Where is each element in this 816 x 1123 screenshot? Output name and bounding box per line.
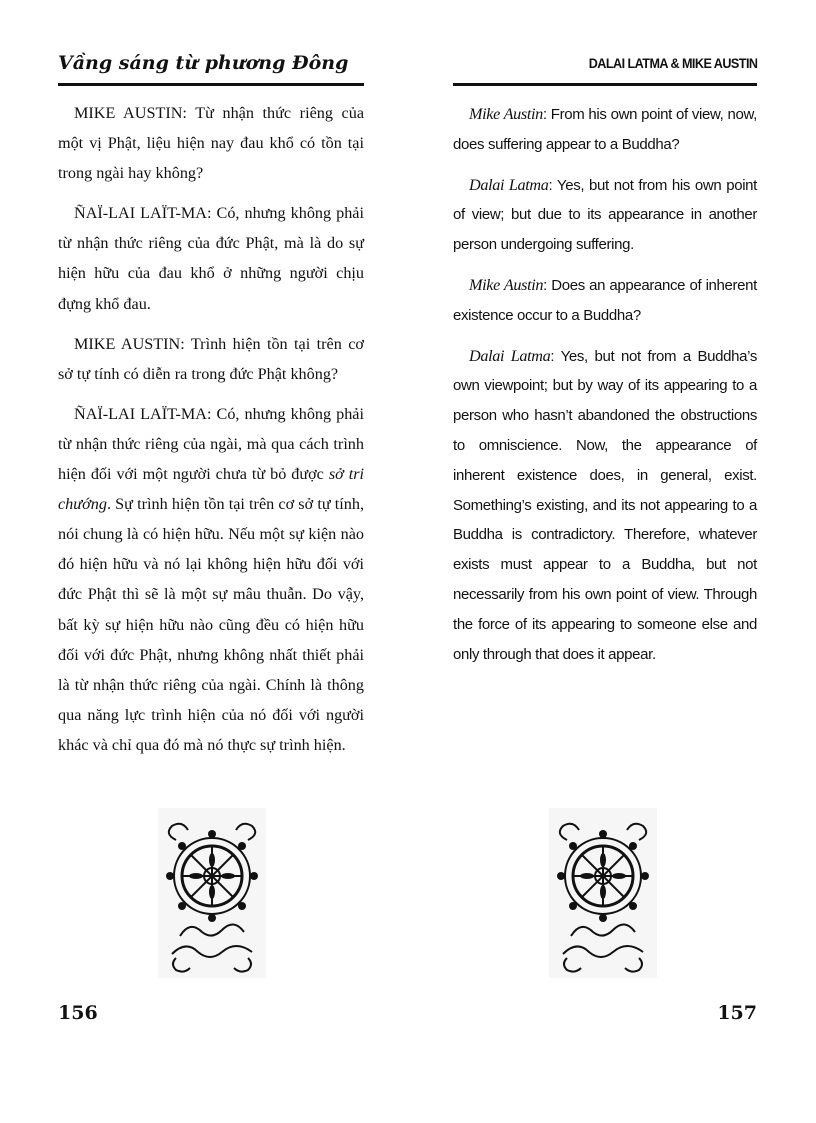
paragraph-text: Có, nhưng không phải từ nhận thức riêng của ngài, mà qua cách trình hiện đối với một người chưa từ bỏ được [58,404,364,484]
paragraph [58,329,364,389]
paragraph [453,100,757,160]
page-number: 157 [717,1002,757,1024]
dharma-wheel-icon [549,808,657,978]
emphasized-term: sở tri chướng [58,465,365,514]
paragraph-text: : From his own point of view, now, does suffering appear to a Buddha? [453,106,757,153]
dharma-wheel-graphic [549,808,657,978]
vietnamese-text [58,98,364,770]
page-number: 156 [58,1002,98,1024]
speaker-name: Dalai Latma [469,346,551,365]
paragraph [453,342,757,670]
speaker-name: Mike Austin [469,275,544,294]
paragraph [453,171,757,260]
dharma-wheel-graphic [158,808,266,978]
paragraph-text: : Yes, but not from his own point of view; but due to its appearance in another person undergoing suffering. [453,176,757,254]
speaker-name: Mike Austin [469,105,543,123]
paragraph [453,271,757,331]
running-header-authors: DALAI LATMA & MIKE AUSTIN [588,55,757,71]
paragraph-text: . Sự trình hiện tồn tại trên cơ sở tự tính, nói chung là có hiện hữu. Nếu một sự kiện nào đó hiện hữu và nó lại không hiện hữu đối với đức Phật thì sẽ là một sự mâu thuẫn. Do vậy, bất kỳ sự hiện hữu nào cũng đều có hiện hữu đối với đức Phật, nhưng không nhất thiết phải là từ nhận thức riêng của ngài. Chính là thông qua năng lực trình hiện của nó đối với người khác và chỉ qua đó mà nó thực sự trình hiện. [58,495,364,754]
speaker-name: MIKE AUSTIN: [74,104,187,122]
header-rule [58,83,364,86]
paragraph-text: : Does an appearance of inherent existence occur to a Buddha? [453,276,757,324]
right-page [453,0,757,1060]
english-text [453,100,757,680]
paragraph-text: Trình hiện tồn tại trên cơ sở tự tính có diễn ra trong đức Phật không? [58,334,364,383]
paragraph-text: Từ nhận thức riêng của một vị Phật, liệu hiện nay đau khổ có tồn tại trong ngài hay không? [58,104,364,183]
speaker-name: Dalai Latma [469,175,549,194]
speaker-name: MIKE AUSTIN: [74,334,185,353]
running-header-title: Vầng sáng từ phương Đông [58,52,349,74]
paragraph [58,98,364,188]
paragraph [58,198,364,318]
speaker-name: ÑAÏ-LAI LAÏT-MA: [74,204,212,223]
left-page [58,0,364,1060]
paragraph-text: Có, nhưng không phải từ nhận thức riêng của đức Phật, mà là do sự hiện hữu của đau khổ ở những người chịu đựng khổ đau. [58,204,364,313]
paragraph-text: : Yes, but not from a Buddha’s own viewpoint; but by way of its appearing to a person who hasn’t abandoned the obstructions to omniscience. Now, the appearance of inherent existence does, in general, exist. Something’s existing, and its not appearing to a Buddha is contradictory. Therefore, whatever exists must appear to a Buddha, but not necessarily from his own point of view. Through the force of its appearing to someone else and only through that does it appear. [453,347,757,663]
speaker-name: ÑAÏ-LAI LAÏT-MA: [74,404,212,423]
header-rule [453,83,757,86]
paragraph [58,399,364,760]
dharma-wheel-icon [158,808,266,978]
